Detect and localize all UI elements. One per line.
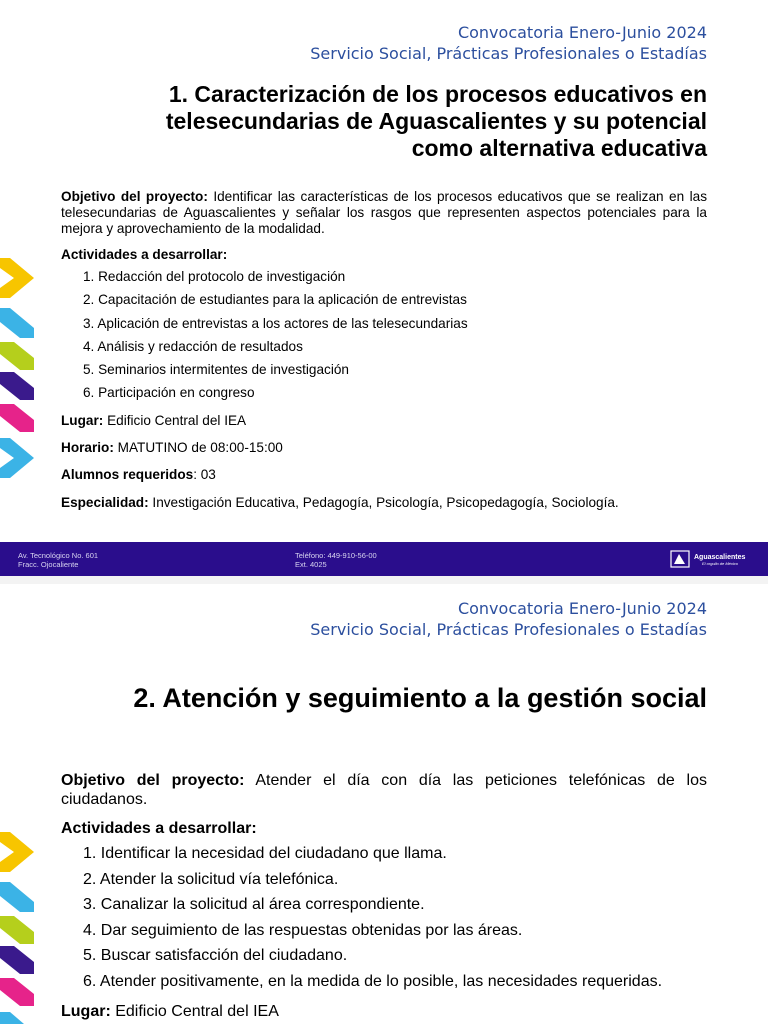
activities-list	[61, 844, 707, 997]
slide-separator	[0, 576, 768, 584]
footer-address	[18, 551, 98, 569]
chevron-indigo	[0, 372, 34, 400]
objective-text: Identificar las características de los procesos educativos que se realizan en las telesecundarias de Aguascalientes y señalar los rasgos que representen aspectos potenciales para la mejora y aprovechamiento de la modalidad.	[61, 189, 707, 236]
header-line-1: Convocatoria Enero-Junio 2024	[457, 599, 707, 618]
header-line-1: Convocatoria Enero-Junio 2024	[457, 23, 707, 42]
footer-address-line-2: Fracc. Ojocaliente	[18, 560, 79, 569]
footer-ext-line: Ext. 4025	[295, 560, 327, 569]
especialidad-label: Especialidad:	[61, 495, 149, 510]
lugar-row	[61, 1002, 707, 1021]
especialidad-value: Investigación Educativa, Pedagogía, Psicología, Psicopedagogía, Sociología.	[152, 495, 619, 510]
decorative-chevrons	[0, 832, 40, 1024]
list-item: 2. Atender la solicitud vía telefónica.	[83, 870, 339, 888]
horario-row	[61, 440, 707, 456]
chevron-lime	[0, 916, 34, 944]
list-item: 4. Dar seguimiento de las respuestas obtenidas por las áreas.	[83, 921, 523, 939]
lugar-label: Lugar:	[61, 1003, 111, 1020]
lugar-row	[61, 413, 707, 429]
lugar-value: Edificio Central del IEA	[107, 413, 247, 428]
activities-label: Actividades a desarrollar:	[61, 247, 228, 262]
chevron-cyan	[0, 882, 34, 912]
chevron-yellow	[0, 832, 34, 872]
list-item: 3. Canalizar la solicitud al área correspondiente.	[83, 896, 425, 913]
title-line-3: como alternativa educativa	[411, 135, 707, 161]
list-item: 6. Participación en congreso	[83, 385, 255, 401]
footer-bar	[0, 542, 768, 576]
chevron-magenta	[0, 404, 34, 432]
activities-label: Actividades a desarrollar:	[61, 820, 257, 837]
objective-text: Atender el día con día las peticiones telefónicas de los ciudadanos.	[61, 772, 707, 808]
especialidad-row	[61, 495, 707, 511]
project-title	[166, 81, 707, 162]
footer-phone-line: Teléfono: 449-910-56-00	[295, 551, 377, 560]
chevron-cyan-2	[0, 438, 34, 478]
activities-list	[61, 269, 707, 409]
svg-text:El orgullo de México: El orgullo de México	[702, 561, 739, 566]
convocatoria-header	[310, 22, 707, 64]
activities-section	[61, 819, 707, 997]
title-line-2: telesecundarias de Aguascalientes y su potencial	[165, 108, 707, 134]
chevron-indigo	[0, 946, 34, 974]
chevron-yellow	[0, 258, 34, 298]
objective-paragraph	[61, 189, 707, 237]
alumnos-value: : 03	[193, 467, 216, 482]
chevron-cyan-2	[0, 1012, 24, 1024]
list-item: 1. Identificar la necesidad del ciudadano que llama.	[83, 845, 447, 862]
svg-text:Aguascalientes: Aguascalientes	[694, 554, 746, 561]
alumnos-label: Alumnos requeridos	[61, 467, 194, 482]
decorative-chevrons	[0, 258, 40, 483]
activities-section	[61, 247, 707, 409]
list-item: 3. Aplicación de entrevistas a los actores de las telesecundarias	[83, 315, 468, 331]
chevron-magenta	[0, 978, 34, 1006]
lugar-value: Edificio Central del IEA	[115, 1003, 279, 1020]
list-item: 2. Capacitación de estudiantes para la aplicación de entrevistas	[83, 292, 467, 308]
list-item: 5. Buscar satisfacción del ciudadano.	[83, 947, 348, 964]
aguascalientes-logo-icon	[670, 550, 754, 568]
slide-2	[0, 584, 768, 1024]
header-line-2: Servicio Social, Prácticas Profesionales o Estadías	[310, 620, 707, 639]
chevron-lime	[0, 342, 34, 370]
footer-phone	[295, 551, 377, 569]
lugar-label: Lugar:	[61, 413, 104, 428]
footer-address-line-1: Av. Tecnológico No. 601	[18, 551, 99, 560]
chevron-cyan	[0, 308, 34, 338]
title-line-1: 1. Caracterización de los procesos educativos en	[168, 81, 707, 107]
alumnos-row	[61, 467, 707, 483]
header-line-2: Servicio Social, Prácticas Profesionales o Estadías	[310, 44, 707, 63]
list-item: 1. Redacción del protocolo de investigación	[83, 269, 346, 284]
horario-label: Horario:	[61, 440, 114, 455]
objective-label: Objetivo del proyecto:	[61, 189, 208, 204]
convocatoria-header	[310, 598, 707, 640]
list-item: 5. Seminarios intermitentes de investigación	[83, 362, 349, 378]
list-item: 4. Análisis y redacción de resultados	[83, 338, 303, 354]
horario-value: MATUTINO de 08:00-15:00	[117, 440, 283, 455]
project-title: 2. Atención y seguimiento a la gestión social	[133, 683, 707, 713]
objective-label: Objetivo del proyecto:	[61, 772, 245, 789]
objective-paragraph	[61, 771, 707, 809]
list-item: 6. Atender positivamente, en la medida de lo posible, las necesidades requeridas.	[83, 972, 663, 990]
